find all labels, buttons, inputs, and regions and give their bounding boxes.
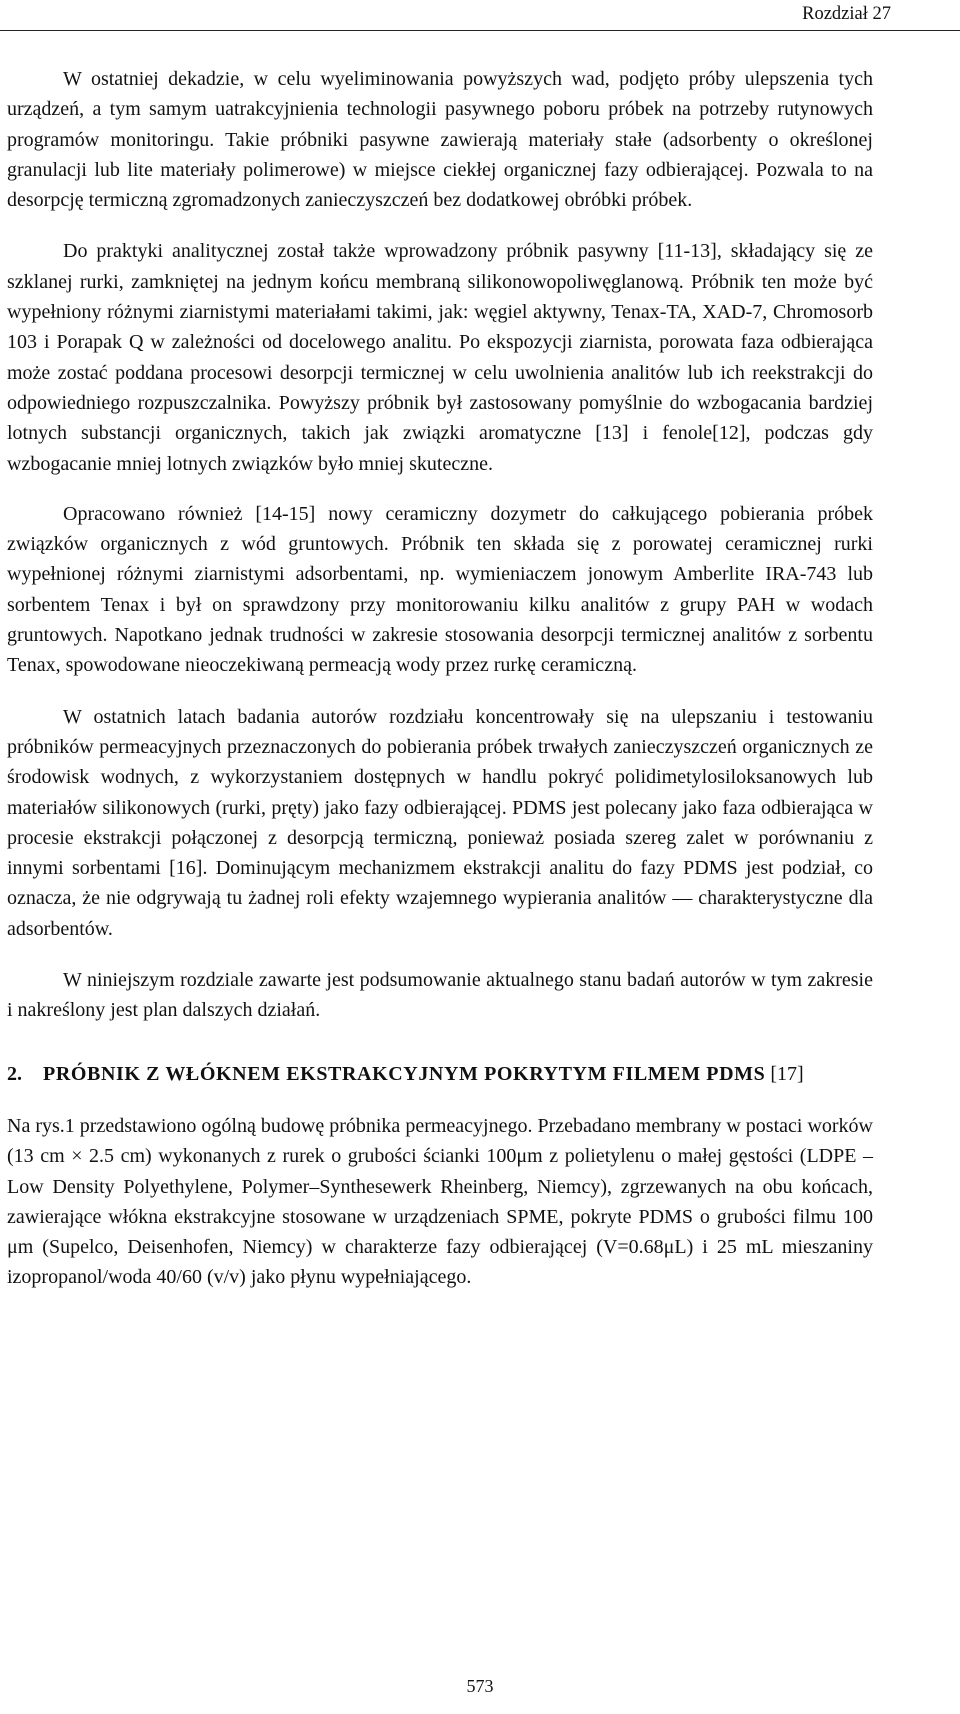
page-number: 573 xyxy=(466,1676,494,1696)
paragraph-3: Opracowano również [14-15] nowy ceramiczny dozymetr do całkującego pobierania próbek związków organicznych z wód gruntowych. Próbnik ten składa się z porowatej ceramicznej rurki wypełnionej różnymi ziarnistymi adsorbentami, np. wymieniaczem jonowym Amberlite IRA-743 lub sorbentem Tenax i był on sprawdzony przy monitorowaniu kilku analitów z grupy PAH w wodach gruntowych. Napotkano jednak trudności w zakresie stosowania desorpcji termicznej analitów z sorbentu Tenax, spowodowane nieoczekiwaną permeacją wody przez rurkę ceramiczną. xyxy=(7,502,873,677)
header-rule xyxy=(0,30,960,31)
paragraph-4: W ostatnich latach badania autorów rozdziału koncentrowały się na ulepszaniu i testowaniu próbników permeacyjnych przeznaczonych do pobierania próbek trwałych zanieczyszczeń organicznych ze środowisk wodnych, z wykorzystaniem dostępnych w handlu pokryć polidimetylosiloksanowych lub materiałów silikonowych (rurki, pręty) jako fazy odbierającej. PDMS jest polecany jako faza odbierająca w procesie ekstrakcji połączonej z desorpcją termiczną, ponieważ posiada szereg zalet w porównaniu z innymi sorbentami [16]. Dominującym mechanizmem ekstrakcji analitu do fazy PDMS jest podział, co oznacza, że nie odgrywają tu żadnej roli efekty wzajemnego wypierania analitów — charakterystyczne dla adsorbentów. xyxy=(7,705,873,940)
page-body xyxy=(7,64,873,1293)
running-head: Rozdział 27 xyxy=(802,4,891,24)
paragraph-2: Do praktyki analitycznej został także wprowadzony próbnik pasywny [11-13], składający się ze szklanej rurki, zamkniętej na jednym końcu membraną silikonowopoliwęglanową. Próbnik ten może być wypełniony różnymi ziarnistymi materiałami takimi, jak: węgiel aktywny, Tenax-TA, XAD-7, Chromosorb 103 i Porapak Q w zależności od docelowego analitu. Po ekspozycji ziarnista, porowata faza odbierająca może zostać poddana procesowi desorpcji termicznej w celu uwolnienia analitów lub ich reekstrakcji do odpowiedniego rozpuszczalnika. Powyższy próbnik był zastosowany pomyślnie do wzbogacania bardziej lotnych substancji organicznych, takich jak związki aromatyczne [13] i fenole[12], podczas gdy wzbogacanie mniej lotnych związków było mniej skuteczne. xyxy=(7,240,873,475)
paragraph-6: Na rys.1 przedstawiono ogólną budowę próbnika permeacyjnego. Przebadano membrany w postaci worków (13 cm × 2.5 cm) wykonanych z rurek o grubości ścianki 100μm z polietylenu o małej gęstości (LDPE – Low Density Polyethylene, Polymer–Synthesewerk Rheinberg, Niemcy), zgrzewanych na obu końcach, zawierające włókna ekstrakcyjne stosowane w urządzeniach SPME, pokryte PDMS o grubości filmu 100 μm (Supelco, Deisenhofen, Niemcy) w charakterze fazy odbierającej (V=0.68μL) i 25 mL mieszaniny izopropanol/woda 40/60 (v/v) jako płynu wypełniającego. xyxy=(7,1114,873,1289)
paragraph-5: W niniejszym rozdziale zawarte jest podsumowanie aktualnego stanu badań autorów w tym zakresie i nakreślony jest plan dalszych działań. xyxy=(7,969,873,1022)
section-heading-text xyxy=(43,1059,873,1089)
section-number: 2. xyxy=(7,1062,22,1085)
paragraph-1: W ostatniej dekadzie, w celu wyeliminowania powyższych wad, podjęto próby ulepszenia tych urządzeń, a tym samym uatrakcyjnienia technologii pasywnego poboru próbek na potrzeby rutynowych programów monitoringu. Takie próbniki pasywne zawierają materiały stałe (adsorbenty o określonej granulacji lub lite materiały polimerowe) w miejsce ciekłej organicznej fazy odbierającej. Pozwala to na desorpcję termiczną zgromadzonych zanieczyszczeń bez dodatkowej obróbki próbek. xyxy=(7,68,873,212)
page-header xyxy=(0,0,960,32)
section-heading xyxy=(7,1059,873,1089)
section-title: PRÓBNIK Z WŁÓKNEM EKSTRAKCYJNYM POKRYTYM FILMEM PDMS xyxy=(43,1062,766,1085)
section-reference: [17] xyxy=(770,1062,804,1085)
